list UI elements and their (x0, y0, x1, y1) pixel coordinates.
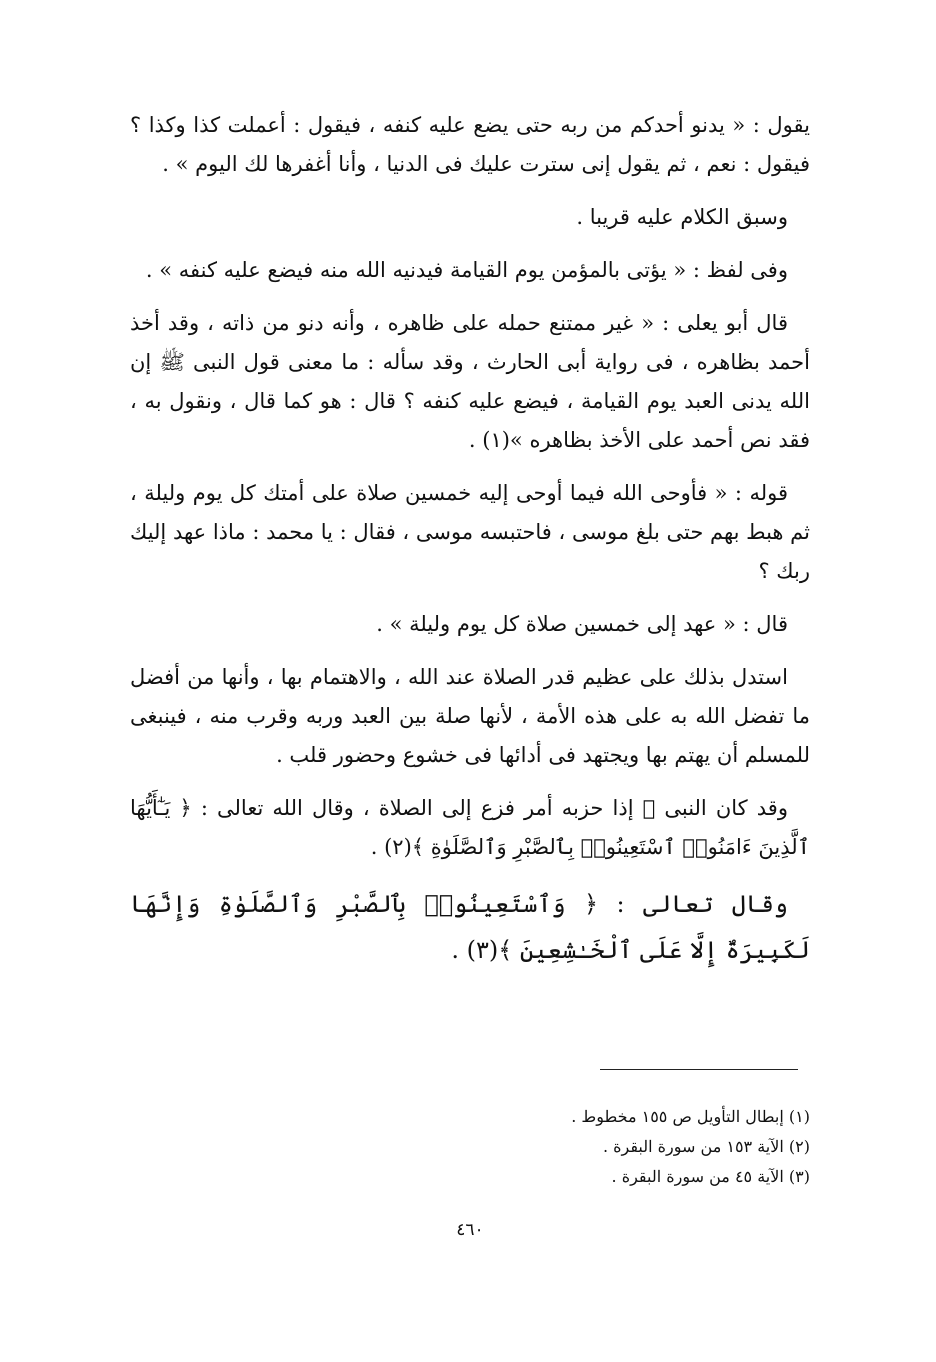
paragraph-8: وقد كان النبى ﷺ إذا حزبه أمر فزع إلى الصلاة ، وقال الله تعالى : ﴿ يَـٰٓأَيُّهَا ٱلَّذِينَ ءَامَنُوا۟ ٱسْتَعِينُوا۟ بِٱلصَّبْرِ وَٱلصَّلَوٰةِ ﴾(٢) . (130, 796, 810, 859)
main-text (130, 106, 810, 987)
page-number: ٤٦٠ (456, 1220, 484, 1240)
paragraph-4: قال أبو يعلى : « غير ممتنع حمله على ظاهره ، وأنه دنو من ذاته ، وقد أخذ أحمد بظاهره ، فى رواية أبى الحارث ، وقد سأله : ما معنى قول النبى ﷺ إن الله يدنى العبد يوم القيامة ، فيضع عليه كنفه ؟ قال : هو كما قال ، ونقول به ، فقد نص أحمد على الأخذ بظاهره »(١) . (130, 311, 810, 452)
footnotes (430, 1102, 810, 1192)
paragraph-3: وفى لفظ : « يؤتى بالمؤمن يوم القيامة فيدنيه الله منه فيضع عليه كنفه » . (145, 258, 788, 282)
paragraph-7: استدل بذلك على عظيم قدر الصلاة عند الله ، والاهتمام بها ، وأنها من أفضل ما تفضل الله به على هذه الأمة ، لأنها صلة بين العبد وربه وقرب منه ، فينبغى للمسلم أن يهتم بها ويجتهد فى أدائها فى خشوع وحضور قلب . (130, 665, 810, 767)
paragraph-9: وقال تعالى : ﴿ وَٱسْتَعِينُوا۟ بِٱلصَّبْرِ وَٱلصَّلَوٰةِ وَإِنَّهَا لَكَبِيرَةٌ إِلَّا عَلَى ٱلْخَـٰشِعِينَ ﴾(٣) . (130, 890, 810, 964)
paragraph-6: قال : « عهد إلى خمسين صلاة كل يوم وليلة » . (376, 612, 788, 636)
paragraph-2: وسبق الكلام عليه قريبا . (576, 205, 788, 229)
footnote-separator (600, 1069, 798, 1070)
footnote-2: (٢) الآية ١٥٣ من سورة البقرة . (602, 1137, 810, 1156)
footnote-3: (٣) الآية ٤٥ من سورة البقرة . (611, 1167, 810, 1186)
paragraph-5: قوله : « فأوحى الله فيما أوحى إليه خمسين صلاة على أمتك كل يوم وليلة ، ثم هبط بهم حتى بلغ موسى ، فاحتبسه موسى ، فقال : يا محمد : ماذا عهد إليك ربك ؟ (130, 481, 810, 583)
paragraph-1: يقول : « يدنو أحدكم من ربه حتى يضع عليه كنفه ، فيقول : أعملت كذا وكذا ؟ فيقول : نعم ، ثم يقول إنى سترت عليك فى الدنيا ، وأنا أغفرها لك اليوم » . (130, 113, 810, 176)
footnote-1: (١) إبطال التأويل ص ١٥٥ مخطوط . (571, 1107, 810, 1126)
